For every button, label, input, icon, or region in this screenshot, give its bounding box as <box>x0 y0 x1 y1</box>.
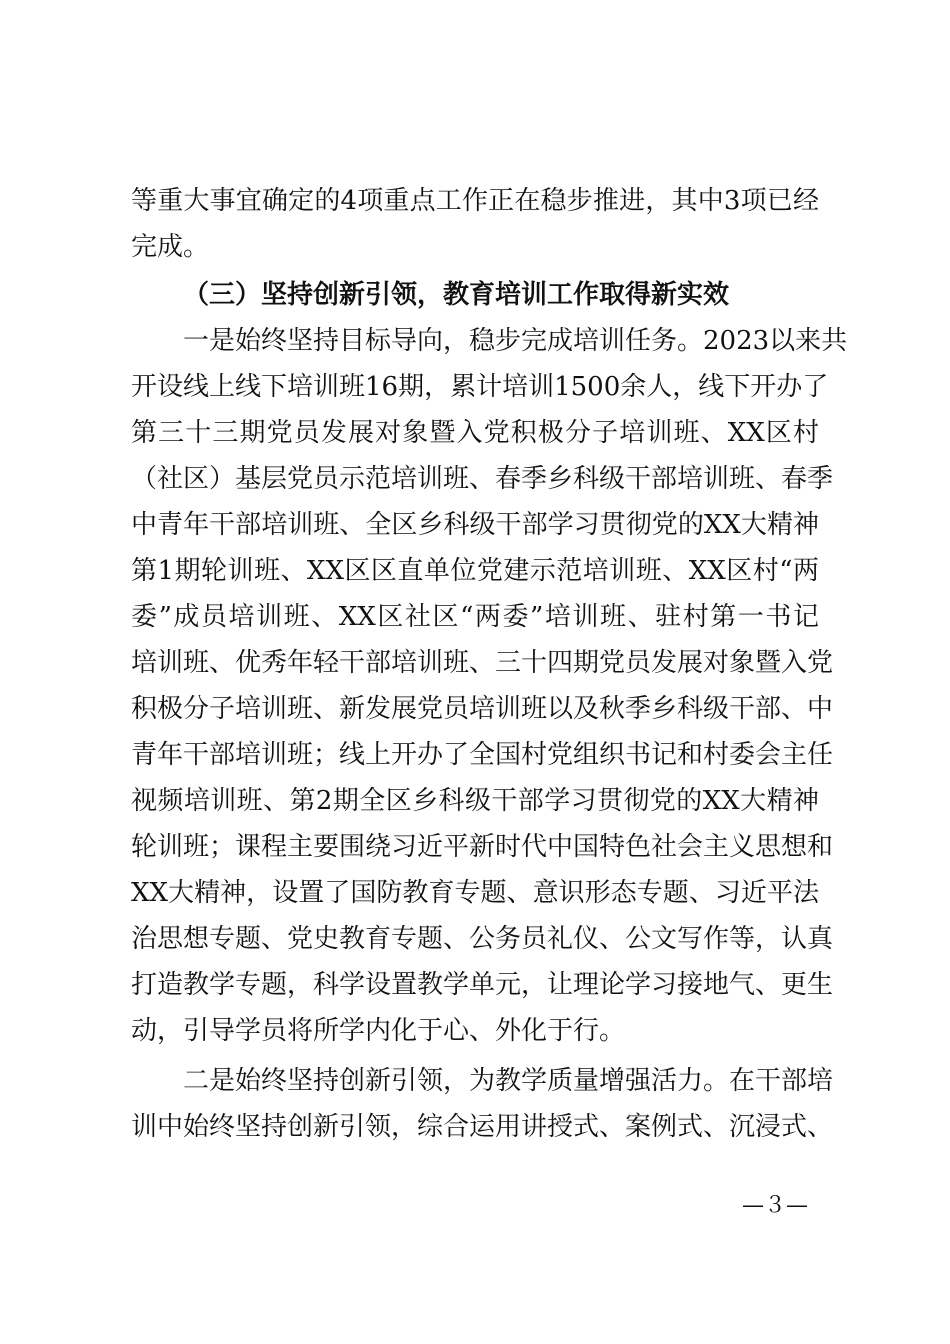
paragraph-1 <box>131 318 848 1054</box>
section-heading: （三）坚持创新引领，教育培训工作取得新实效 <box>183 280 730 310</box>
text-line: 二是始终坚持创新引领，为教学质量增强活力。在干部培 <box>131 1066 834 1096</box>
text-line: 视频培训班、第2期全区乡科级干部学习贯彻党的XX大精神 <box>131 786 819 816</box>
page-number: —３— <box>741 1193 808 1218</box>
continuation-paragraph <box>131 178 819 270</box>
text-line: 积极分子培训班、新发展党员培训班以及秋季乡科级干部、中 <box>131 694 834 724</box>
text-line: （社区）基层党员示范培训班、春季乡科级干部培训班、春季 <box>131 464 834 494</box>
text-line: 第1期轮训班、XX区区直单位党建示范培训班、XX区村“两 <box>131 556 819 586</box>
text-line: 青年干部培训班；线上开办了全国村党组织书记和村委会主任 <box>131 740 834 770</box>
text-line: 委”成员培训班、XX区社区“两委”培训班、驻村第一书记 <box>131 602 819 632</box>
text-line: 治思想专题、党史教育专题、公务员礼仪、公文写作等，认真 <box>131 924 834 954</box>
text-line: 第三十三期党员发展对象暨入党积极分子培训班、XX区村 <box>131 418 819 448</box>
text-line: 培训班、优秀年轻干部培训班、三十四期党员发展对象暨入党 <box>131 648 834 678</box>
text-line: 训中始终坚持创新引领，综合运用讲授式、案例式、沉浸式、 <box>131 1112 834 1142</box>
text-line: 轮训班；课程主要围绕习近平新时代中国特色社会主义思想和 <box>131 832 834 862</box>
text-line: 完成。 <box>131 232 210 262</box>
text-line: 打造教学专题，科学设置教学单元，让理论学习接地气、更生 <box>131 970 834 1000</box>
text-line: 等重大事宜确定的4项重点工作正在稳步推进，其中3项已经 <box>131 186 819 216</box>
paragraph-2 <box>131 1058 834 1150</box>
text-line: 开设线上线下培训班16期，累计培训1500余人，线下开办了 <box>131 372 829 402</box>
text-line: 一是始终坚持目标导向，稳步完成培训任务。2023以来共 <box>131 326 848 356</box>
text-line: XX大精神，设置了国防教育专题、意识形态专题、习近平法 <box>131 878 819 908</box>
text-line: 动，引导学员将所学内化于心、外化于行。 <box>131 1016 626 1046</box>
text-line: 中青年干部培训班、全区乡科级干部学习贯彻党的XX大精神 <box>131 510 819 540</box>
